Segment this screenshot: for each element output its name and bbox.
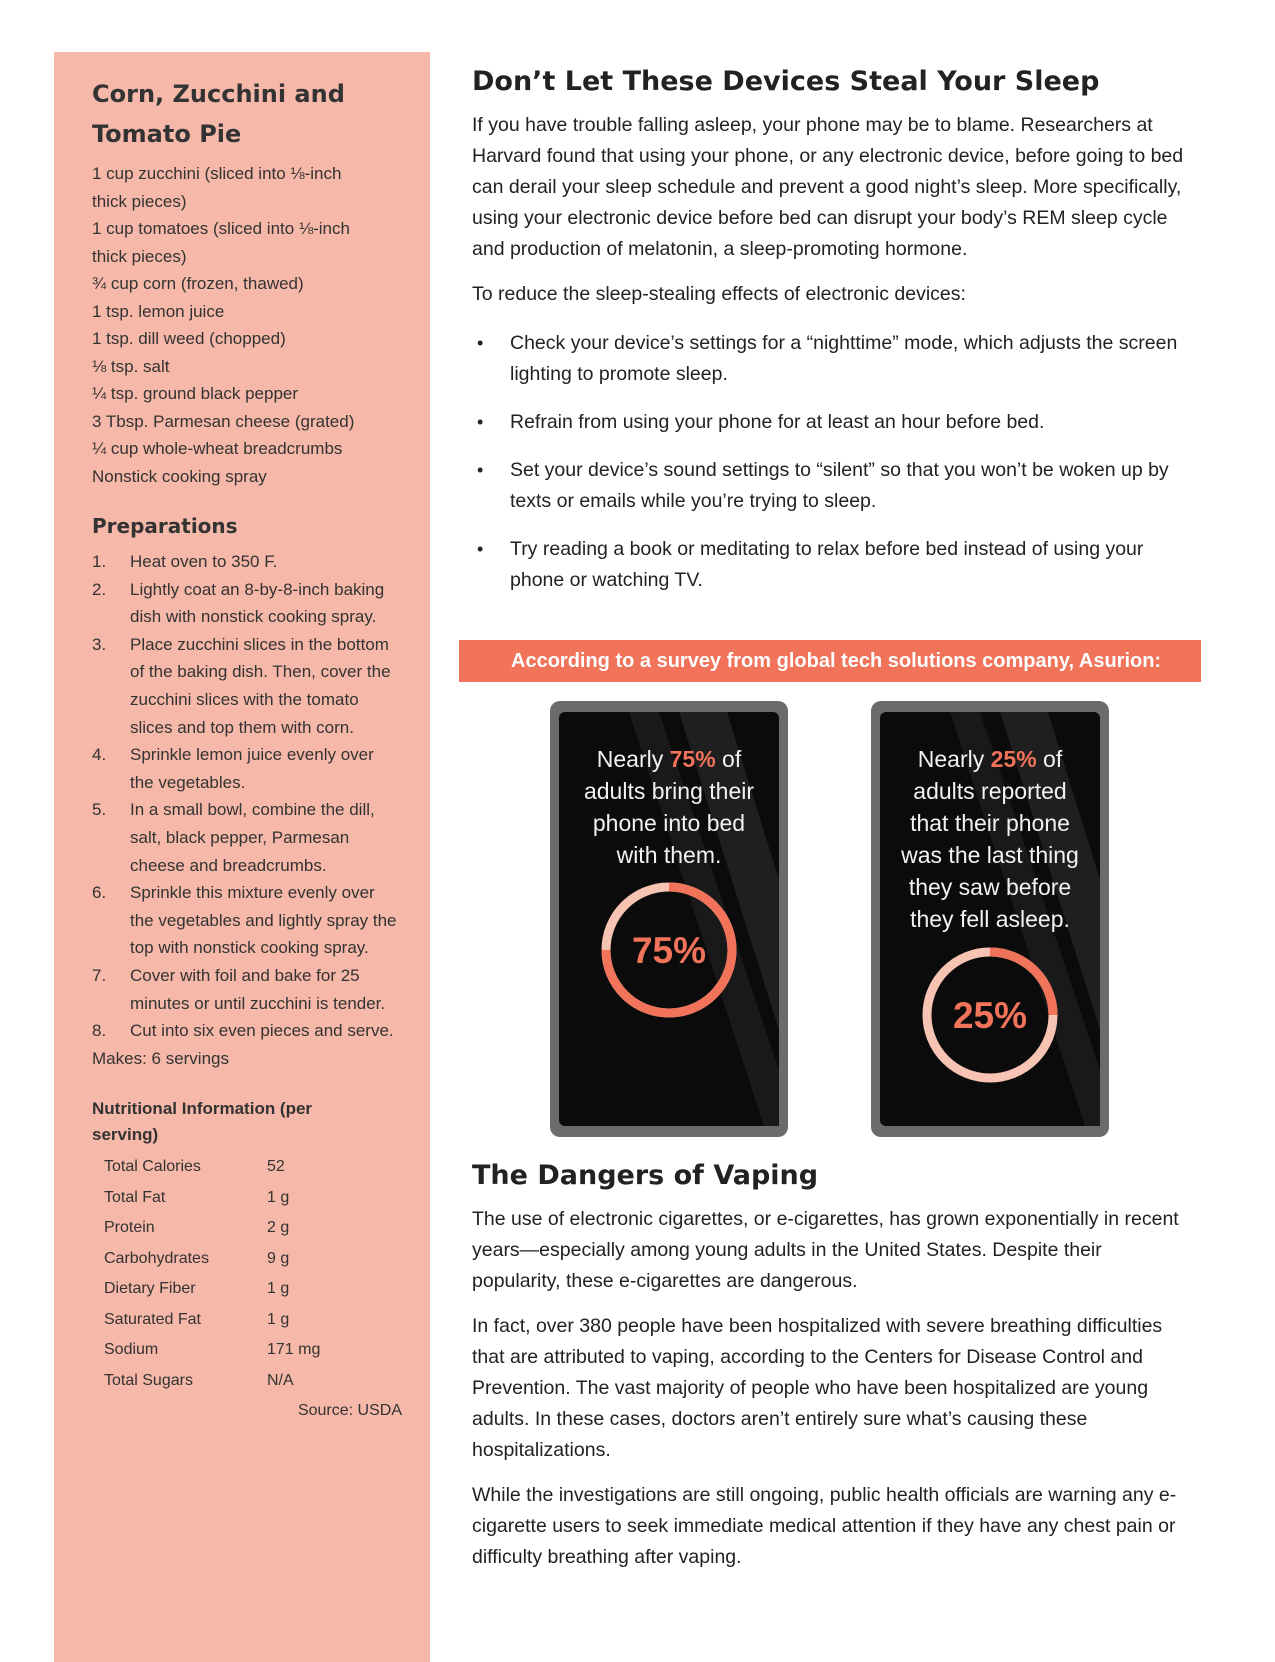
survey-banner-text: According to a survey from global tech solutions company, Asurion: [511, 650, 1162, 672]
nutrition-value: 1 g [267, 1310, 290, 1328]
nutrition-label: Total Calories [104, 1158, 201, 1176]
stat-text-line: phone into bed [592, 810, 746, 836]
ingredient-item: ¼ cup whole-wheat breadcrumbs [92, 439, 343, 458]
sleep-tip-text: Refrain from using your phone for at least an hour before bed. [510, 411, 1045, 433]
preparations-heading: Preparations [92, 514, 238, 538]
step-number: 7. [92, 965, 107, 985]
ingredient-item: ¼ tsp. ground black pepper [92, 384, 299, 403]
step-text: Heat oven to 350 F. [130, 552, 278, 571]
ring-percent-label: 75% [631, 930, 707, 971]
step-text: In a small bowl, combine the dill, salt, black pepper, Parmesan cheese and breadcrumbs. [130, 800, 375, 875]
stat-text-line: adults bring their [583, 778, 755, 804]
nutrition-value: N/A [267, 1371, 294, 1389]
preparation-steps [92, 548, 402, 1045]
ingredient-item: ⅛ tsp. salt [92, 356, 170, 376]
preparation-step [92, 796, 402, 879]
sleep-tip [472, 534, 1184, 596]
nutrition-heading [92, 1096, 402, 1148]
nutrition-label: Protein [104, 1219, 155, 1237]
step-text: Sprinkle lemon juice evenly over the vegetables. [130, 745, 374, 792]
nutrition-label: Saturated Fat [104, 1310, 201, 1328]
preparation-step [92, 1017, 402, 1045]
recipe-title [92, 74, 402, 154]
stat-text-line: Nearly 75% of [596, 746, 742, 772]
step-number: 5. [92, 800, 107, 820]
ingredient-item: 1 tsp. lemon juice [92, 301, 225, 321]
stat-text-line: with them. [616, 842, 722, 868]
nutrition-value: 171 mg [267, 1341, 321, 1359]
bullet-icon: • [477, 333, 484, 353]
bullet-icon: • [477, 412, 484, 432]
preparation-step [92, 962, 402, 1017]
ingredient-item: Nonstick cooking spray [92, 466, 267, 486]
sleep-tip [472, 455, 1184, 517]
phone-stat-25 [870, 700, 1110, 1138]
preparation-step [92, 631, 402, 741]
nutrition-value: 52 [267, 1158, 285, 1176]
nutrition-heading-line2: serving) [92, 1125, 159, 1145]
recipe-sidebar [54, 52, 430, 1662]
sleep-tip [472, 407, 1184, 438]
ingredient-item: 1 cup zucchini (sliced into ⅛-inch [92, 164, 342, 183]
bullet-icon: • [477, 539, 484, 559]
bullet-icon: • [477, 460, 484, 480]
nutrition-row [104, 1366, 402, 1397]
preparation-step [92, 741, 402, 796]
ingredient-item: 3 Tbsp. Parmesan cheese (grated) [92, 411, 355, 431]
step-text: Lightly coat an 8-by-8-inch baking dish with nonstick cooking spray. [130, 579, 385, 627]
vaping-article [472, 1154, 1184, 1587]
stat-text-line: was the last thing [901, 842, 1079, 868]
survey-banner [459, 640, 1201, 682]
stat-text-line: they saw before [908, 874, 1072, 900]
stat-text-line: that their phone [910, 810, 1070, 836]
stat-text-line: they fell asleep. [910, 906, 1070, 932]
preparation-step [92, 879, 402, 962]
vaping-paragraph: In fact, over 380 people have been hospitalized with severe breathing difficulties that are attributed to vaping, according to the Centers for Disease Control and Prevention. The vast majority of people who have been hospitalized are young adults. In these cases, doctors aren’t entirely sure what’s causing these hospitalizations. [472, 1315, 1163, 1461]
sleep-tip [472, 328, 1184, 390]
nutrition-row [104, 1183, 402, 1214]
recipe-content [92, 74, 402, 1420]
ingredient-item: 1 cup tomatoes (sliced into ⅛-inch [92, 219, 350, 238]
nutrition-row [104, 1305, 402, 1336]
ingredient-item: thick pieces) [92, 246, 187, 266]
step-number: 3. [92, 634, 107, 654]
sleep-tip-text: Try reading a book or meditating to relax before bed instead of using your phone or watching TV. [510, 538, 1144, 591]
nutrition-label: Dietary Fiber [104, 1280, 196, 1298]
vaping-body [472, 1204, 1184, 1573]
nutrition-label: Carbohydrates [104, 1249, 209, 1267]
nutrition-value: 1 g [267, 1280, 290, 1298]
phone-stat-75 [549, 700, 789, 1138]
nutrition-row [104, 1244, 402, 1275]
vaping-heading: The Dangers of Vaping [472, 1160, 819, 1191]
nutrition-value: 2 g [267, 1219, 290, 1237]
nutrition-label: Total Fat [104, 1188, 166, 1206]
vaping-paragraph: While the investigations are still ongoing, public health officials are warning any e-cigarette users to seek immediate medical attention if they have any chest pain or difficulty breathing after vaping. [472, 1484, 1177, 1568]
step-number: 4. [92, 745, 107, 765]
nutrition-row [104, 1152, 402, 1183]
nutrition-row [104, 1274, 402, 1305]
ring-percent-label: 25% [952, 995, 1028, 1036]
stat-text-line: Nearly 25% of [917, 746, 1063, 772]
nutrition-value: 1 g [267, 1188, 290, 1206]
step-text: Cover with foil and bake for 25 minutes or until zucchini is tender. [130, 965, 386, 1013]
stat-text-line: adults reported [913, 778, 1067, 804]
nutrition-table [104, 1152, 402, 1396]
sleep-heading: Don’t Let These Devices Steal Your Sleep [472, 66, 1100, 97]
servings-text: Makes: 6 servings [92, 1048, 229, 1068]
step-text: Sprinkle this mixture evenly over the vegetables and lightly spray the top with nonstick cooking spray. [130, 883, 397, 958]
nutrition-heading-line1: Nutritional Information (per [92, 1099, 313, 1119]
sleep-tip-text: Set your device’s sound settings to “silent” so that you won’t be woken up by texts or emails while you’re trying to sleep. [510, 459, 1169, 512]
ingredient-item: 1 tsp. dill weed (chopped) [92, 329, 286, 348]
step-number: 6. [92, 883, 107, 903]
nutrition-value: 9 g [267, 1249, 290, 1267]
step-number: 8. [92, 1021, 107, 1041]
step-text: Place zucchini slices in the bottom of the baking dish. Then, cover the zucchini slices with the tomato slices and top them with corn. [130, 634, 391, 737]
sleep-intro: If you have trouble falling asleep, your phone may be to blame. Researchers at Harvard found that using your phone, or any electronic device, before going to bed can derail your sleep schedule and prevent a good night’s sleep. More specifically, using your electronic device before bed can disrupt your body’s REM sleep cycle and production of melatonin, a sleep-promoting hormone. [472, 114, 1184, 260]
recipe-title-line2: Tomato Pie [92, 120, 242, 148]
nutrition-label: Sodium [104, 1341, 159, 1359]
recipe-title-line1: Corn, Zucchini and [92, 80, 345, 108]
vaping-paragraph: The use of electronic cigarettes, or e-cigarettes, has grown exponentially in recent years—especially among young adults in the United States. Despite their popularity, these e-cigarettes are dangerous. [472, 1208, 1179, 1292]
step-number: 2. [92, 579, 107, 599]
sleep-tips-list [472, 328, 1184, 596]
ingredient-list [92, 160, 402, 490]
step-text: Cut into six even pieces and serve. [130, 1021, 394, 1041]
sleep-article [472, 60, 1184, 613]
sleep-tip-text: Check your device’s settings for a “nighttime” mode, which adjusts the screen lighting to promote sleep. [510, 332, 1178, 385]
nutrition-label: Total Sugars [104, 1371, 193, 1389]
step-number: 1. [92, 552, 107, 571]
sleep-lead: To reduce the sleep-stealing effects of electronic devices: [472, 283, 966, 305]
ingredient-item: ¾ cup corn (frozen, thawed) [92, 274, 304, 293]
nutrition-row [104, 1335, 402, 1366]
preparation-step [92, 548, 402, 576]
preparation-step [92, 576, 402, 631]
nutrition-row [104, 1213, 402, 1244]
source-note: Source: USDA [297, 1402, 402, 1420]
ingredient-item: thick pieces) [92, 191, 187, 211]
